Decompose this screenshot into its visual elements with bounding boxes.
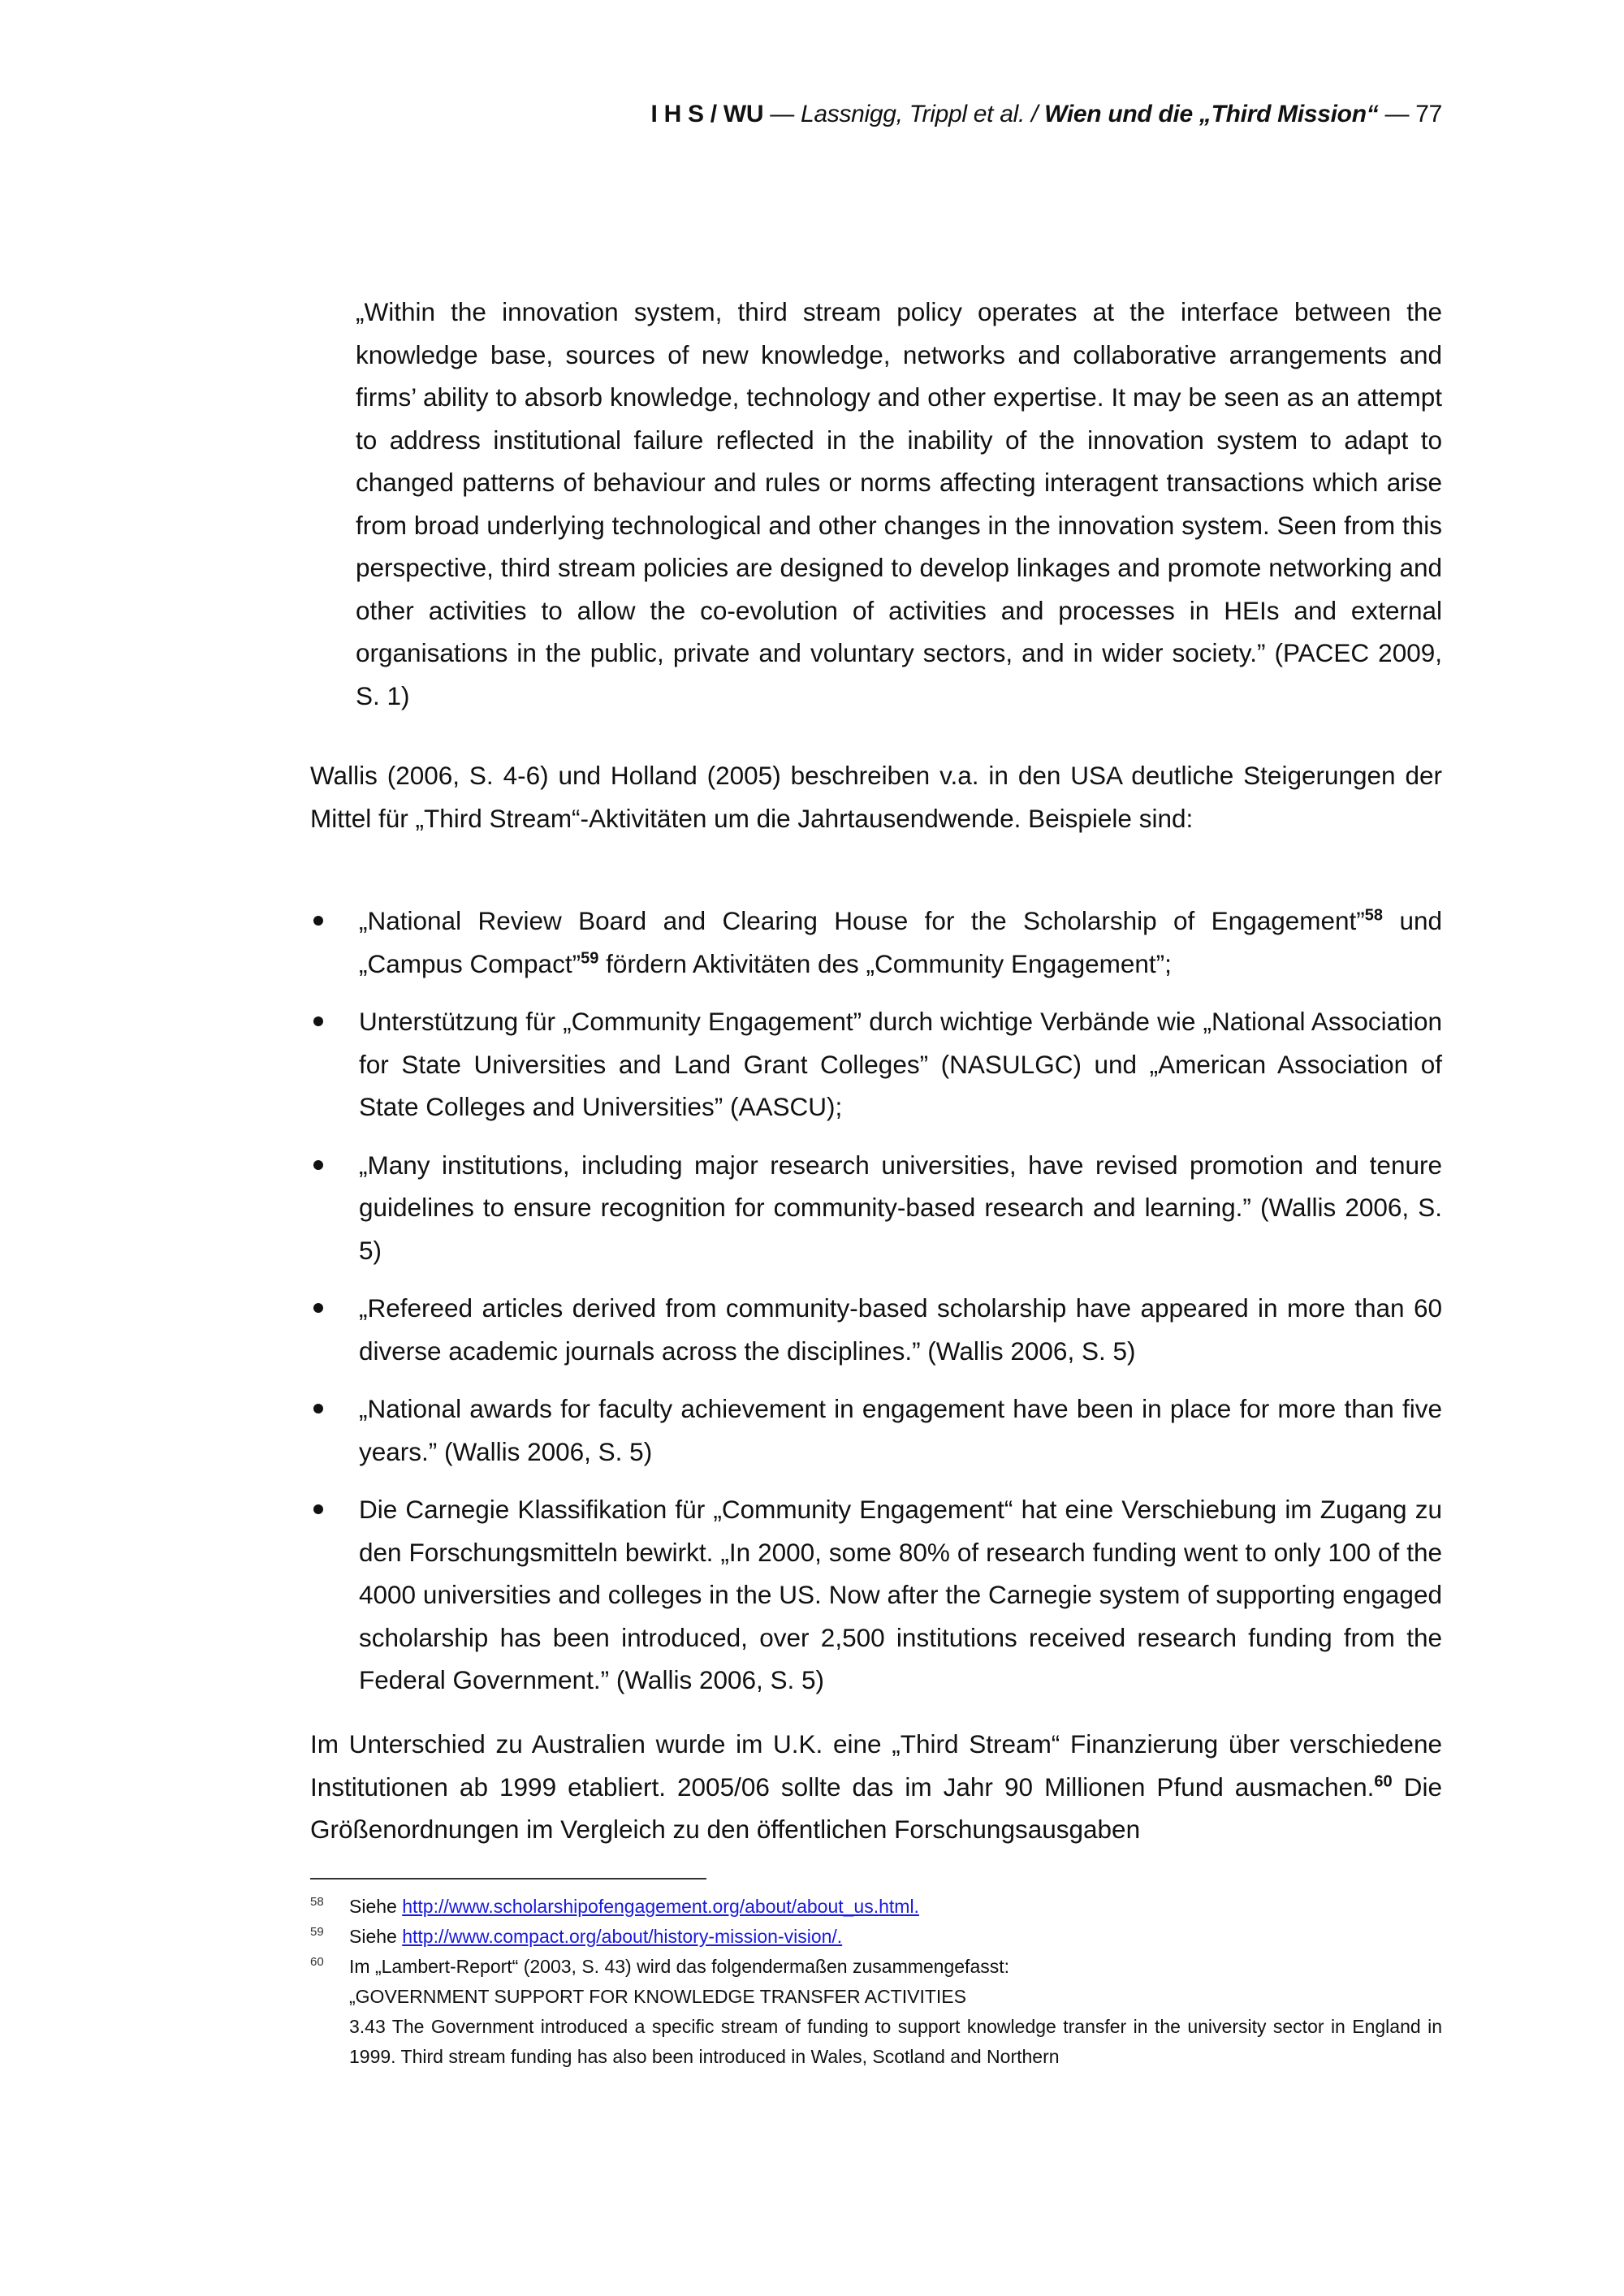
footnote-58: [310, 1892, 1442, 1922]
header-dash: —: [1378, 101, 1416, 127]
header-authors: Lassnigg, Trippl et al. /: [800, 101, 1039, 127]
bullet-icon: [313, 1303, 323, 1313]
paragraph-wallis: Wallis (2006, S. 4-6) und Holland (2005) beschreiben v.a. in den USA deutliche Steigerungen der Mittel für „Third Stream“-Aktivitäten um die Jahrtausendwende. Beispiele sind:: [310, 761, 1442, 833]
footnote-number: 58: [310, 1895, 324, 1909]
list-item-text: Die Carnegie Klassifikation für „Community Engagement“ hat eine Verschiebung im Zugang zu den Forschungsmitteln bewirkt. „In 2000, some 80% of research funding went to only 100 of the 4000 universities and colleges in the US. Now after the Carnegie system of supporting engaged scholarship has been introduced, over 2,500 institutions received research funding from the Federal Government.” (Wallis 2006, S. 5): [359, 1495, 1442, 1694]
list-item: [310, 1000, 1442, 1129]
running-header: [309, 101, 1442, 128]
footnotes: [310, 1892, 1442, 2072]
footnote-ref-60[interactable]: 60: [1374, 1772, 1393, 1790]
footnote-60: [310, 1952, 1442, 2072]
list-item: [310, 1144, 1442, 1272]
header-institution: I H S / WU: [650, 101, 764, 127]
footnote-59: [310, 1922, 1442, 1952]
list-item-text: „Refereed articles derived from community-based scholarship have appeared in more than 60 diverse academic journals across the disciplines.” (Wallis 2006, S. 5): [359, 1293, 1442, 1366]
footnote-text: Siehe: [349, 1896, 403, 1917]
footnote-ref-58[interactable]: 58: [1364, 906, 1384, 925]
list-item: [310, 1488, 1442, 1702]
footnote-divider: [310, 1878, 706, 1880]
bullet-icon: [313, 1016, 323, 1026]
footnote-text: „GOVERNMENT SUPPORT FOR KNOWLEDGE TRANSFER ACTIVITIES: [349, 1986, 966, 2007]
footnote-text: Siehe: [349, 1926, 403, 1947]
bullet-icon: [313, 1404, 323, 1413]
bullet-icon: [313, 1504, 323, 1514]
bullet-icon: [313, 916, 323, 926]
footnote-number: 59: [310, 1925, 324, 1939]
list-item-text: „National awards for faculty achievement in engagement have been in place for more than five years.” (Wallis 2006, S. 5): [359, 1394, 1442, 1466]
footnote-text: Im „Lambert-Report“ (2003, S. 43) wird das folgendermaßen zusammengefasst:: [349, 1956, 1010, 1977]
list-item-text: „National Review Board and Clearing House for the Scholarship of Engagement”: [359, 906, 1365, 935]
bullet-icon: [313, 1160, 323, 1170]
list-item-text: Unterstützung für „Community Engagement” durch wichtige Verbände wie „National Association for State Universities and Land Grant Colleges” (NASULGC) und „American Association of State Colleges and Universities” (AASCU);: [359, 1007, 1442, 1121]
page-number: 77: [1415, 101, 1442, 127]
footnote-ref-59[interactable]: 59: [581, 949, 599, 967]
block-quote: „Within the innovation system, third stream policy operates at the interface between the knowledge base, sources of new knowledge, networks and collaborative arrangements and firms’ ability to absorb knowledge, technology and other expertise. It may be seen as an attempt to address institutional failure reflected in the inability of the innovation system to adapt to changed patterns of behaviour and rules or norms affecting interagent transactions which arise from broad underlying technological and other changes in the innovation system. Seen from this perspective, third stream policies are designed to develop linkages and promote networking and other activities to allow the co-evolution of activities and processes in HEIs and external organisations in the public, private and voluntary sectors, and in wider society.” (PACEC 2009, S. 1): [356, 297, 1442, 710]
footnote-link[interactable]: http://www.scholarshipofengagement.org/about/about_us.html.: [402, 1896, 919, 1917]
list-item: [310, 900, 1442, 985]
list-item-text: fördern Aktivitäten des „Community Engagement”;: [598, 948, 1172, 978]
paragraph-uk: [310, 1723, 1442, 1851]
list-item-text: und „Campus Compact”: [359, 906, 1442, 978]
list-item: [310, 1388, 1442, 1473]
header-title: Wien und die „Third Mission“: [1038, 101, 1379, 127]
footnote-link[interactable]: http://www.compact.org/about/history-mission-vision/.: [402, 1926, 843, 1947]
header-dash: —: [763, 101, 801, 127]
footnote-text: 3.43 The Government introduced a specific stream of funding to support knowledge transfer in the university sector in England in 1999. Third stream funding has also been introduced in Wales, Scotland and Northern: [349, 2016, 1442, 2067]
list-item-text: „Many institutions, including major research universities, have revised promotion and tenure guidelines to ensure recognition for community-based research and learning.” (Wallis 2006, S. 5): [359, 1150, 1442, 1265]
paragraph-text: Im Unterschied zu Australien wurde im U.K. eine „Third Stream“ Finanzierung über verschiedene Institutionen ab 1999 etabliert. 2005/06 sollte das im Jahr 90 Millionen Pfund ausmachen.: [310, 1729, 1442, 1802]
bullet-list: [310, 900, 1442, 1717]
footnote-number: 60: [310, 1955, 324, 1969]
paragraph-text: Die Größenordnungen im Vergleich zu den öffentlichen Forschungsausgaben: [310, 1772, 1442, 1844]
list-item: [310, 1287, 1442, 1372]
